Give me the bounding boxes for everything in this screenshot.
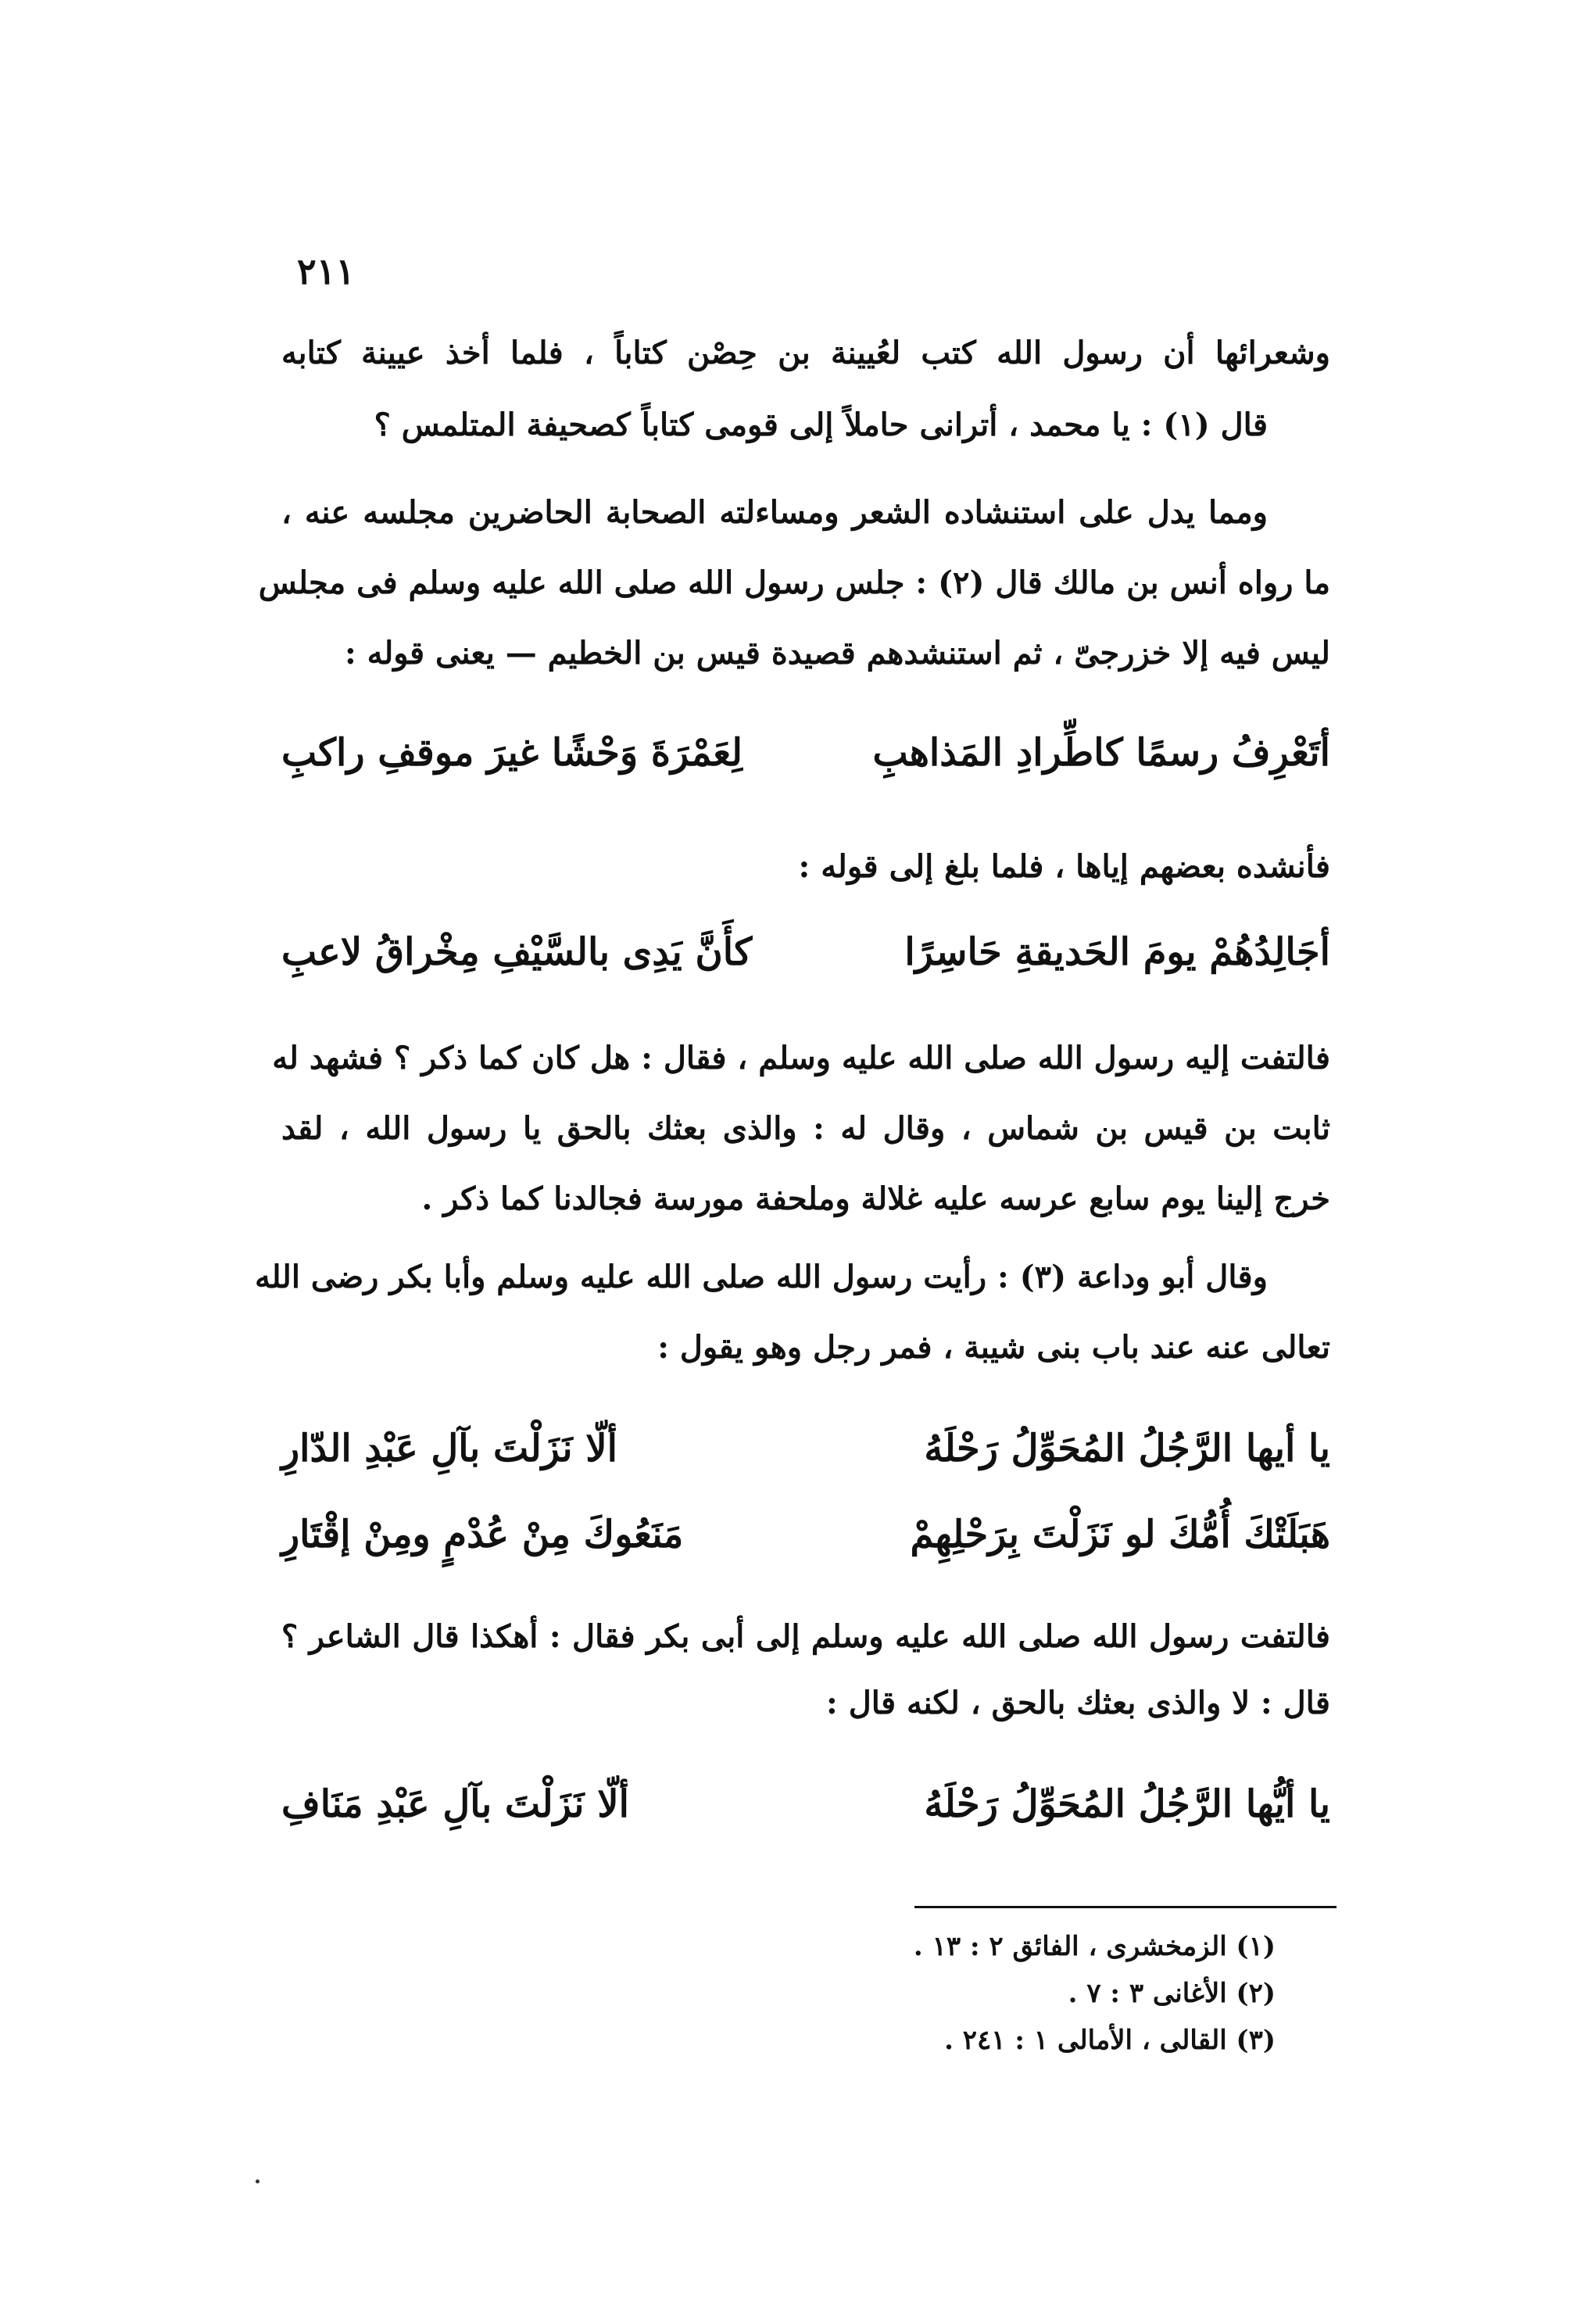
footnote: (٣) القالى ، الأمالى ١ : ٢٤١ . — [944, 2025, 1276, 2056]
verse-second-hemistich: ألّا نَزَلْتَ بآلِ عَبْدِ الدّارِ — [281, 1427, 618, 1470]
footnote: (٢) الأغانى ٣ : ٧ . — [1068, 1978, 1276, 2009]
verse-line — [281, 731, 1330, 776]
text-line: فالتفت رسول الله صلى الله عليه وسلم إلى أبى بكر فقال : أهكذا قال الشاعر ؟ — [281, 1618, 1330, 1655]
verse-first-hemistich: هَبَلَتْكَ أُمُّكَ لو نَزَلْتَ بِرَحْلِهِمْ — [910, 1513, 1330, 1556]
verse-line — [281, 1427, 1330, 1472]
verse-second-hemistich: مَنَعُوكَ مِنْ عُدْمٍ ومِنْ إقْتَارِ — [281, 1513, 684, 1556]
text-line: ليس فيه إلا خزرجىّ ، ثم استنشدهم قصيدة قيس بن الخطيم — يعنى قوله : — [344, 635, 1330, 672]
text-line: وقال أبو وداعة (٣) : رأيت رسول الله صلى الله عليه وسلم وأبا بكر رضى الله — [254, 1259, 1268, 1295]
text-line: ومما يدل على استنشاده الشعر ومساءلته الصحابة الحاضرين مجلسه عنه ، — [281, 494, 1269, 531]
verse-second-hemistich: ألّا نَزَلْتَ بآلِ عَبْدِ مَنَافِ — [281, 1782, 629, 1826]
scan-speck — [256, 2179, 259, 2183]
text-line: تعالى عنه عند باب بنى شيبة ، فمر رجل وهو يقول : — [657, 1329, 1330, 1366]
verse-line — [281, 1782, 1330, 1828]
verse-line — [281, 930, 1330, 976]
text-line: وشعرائها أن رسول الله كتب لعُيينة بن حِصْن كتاباً ، فلما أخذ عيينة كتابه — [281, 335, 1330, 371]
text-line: فالتفت إليه رسول الله صلى الله عليه وسلم ، فقال : هل كان كما ذكر ؟ فشهد له — [272, 1040, 1330, 1076]
verse-second-hemistich: لِعَمْرَةَ وَحْشًا غيرَ موقفِ راكبِ — [281, 731, 743, 775]
verse-first-hemistich: يا أيُّها الرَّجُلُ المُحَوِّلُ رَحْلَهُ — [924, 1782, 1330, 1826]
verse-first-hemistich: أتَعْرِفُ رسمًا كاطِّرادِ المَذاهبِ — [872, 731, 1330, 775]
footnote: (١) الزمخشرى ، الفائق ٢ : ١٣ . — [913, 1931, 1276, 1962]
text-line: فأنشده بعضهم إياها ، فلما بلغ إلى قوله : — [798, 848, 1330, 885]
verse-first-hemistich: يا أيها الرَّجُلُ المُحَوِّلُ رَحْلَهُ — [924, 1427, 1330, 1470]
verse-second-hemistich: كأَنَّ يَدِى بالسَّيْفِ مِخْراقُ لاعبِ — [281, 930, 753, 974]
text-line: خرج إلينا يوم سابع عرسه عليه غلالة وملحفة مورسة فجالدنا كما ذكر . — [421, 1180, 1330, 1217]
page-number: ٢١١ — [297, 250, 356, 292]
verse-first-hemistich: أجَالِدُهُمْ يومَ الحَديقةِ حَاسِرًا — [904, 930, 1330, 974]
text-line: ما رواه أنس بن مالك قال (٢) : جلس رسول الله صلى الله عليه وسلم فى مجلس — [258, 564, 1330, 601]
text-line: قال : لا والذى بعثك بالحق ، لكنه قال : — [826, 1685, 1330, 1721]
text-line: قال (١) : يا محمد ، أترانى حاملاً إلى قومى كتاباً كصحيفة المتلمس ؟ — [374, 407, 1268, 443]
footnote-separator — [914, 1906, 1337, 1908]
text-line: ثابت بن قيس بن شماس ، وقال له : والذى بعثك بالحق يا رسول الله ، لقد — [281, 1110, 1330, 1147]
verse-line — [281, 1513, 1330, 1558]
